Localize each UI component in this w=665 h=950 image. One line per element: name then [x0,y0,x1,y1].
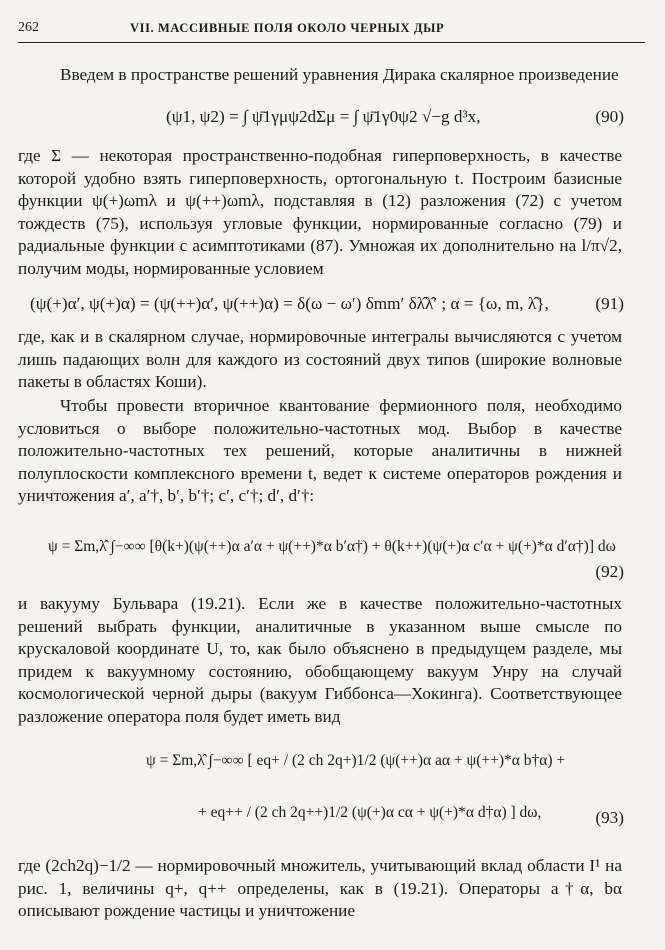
paragraph-basis-functions: где Σ — некоторая пространственно-подобная гиперповерхность, в качестве которой удобно взять гиперповерхность, ортогональную t. Построим базисные функции ψ(+)ωmλ и ψ(++)ωmλ, подставляя в (12) разложения (72) с учетом тождеств (75), используя угловые функции, нормированные согласно (79) и радиальные функции с асимптотиками (87). Умножая их дополнительно на l/π√2, получим моды, нормированные условием [18,146,622,278]
paragraph-scalar-case: где, как и в скалярном случае, нормировочные интегралы вычисляются с учетом лишь падающих волн для каждого из состояний двух типов (широкие волновые пакеты в областях Коши). [18,327,622,391]
equation-92-body: ψ = Σm,λ̂ ∫−∞∞ [θ(k+)(ψ(++)α a′α + ψ(++)*α b′α†) + θ(k++)(ψ(+)α c′α + ψ(+)*α d′α†)] dω [48,538,616,555]
equation-93-number: (93) [595,808,624,827]
paragraph-intro: Введем в пространстве решений уравнения Дирака скалярное произведение [60,65,619,84]
equation-91 [18,294,624,322]
paragraph-boulware-vacuum: и вакууму Бульвара (19.21). Если же в качестве положительно-частотных решений выбрать функции, аналитичные в указанном выше смысле по крускаловой координате U, то, как было объяснено в предыдущем разделе, мы придем к вакуумному состоянию, обобщающему вакуум Унру на случай космологической черной дыры (вакуум Гиббонса—Хокинга). Соответствующее разложение оператора поля будет иметь вид [18,594,622,726]
equation-90-number: (90) [595,107,624,126]
equation-93 [18,752,624,852]
equation-91-body: (ψ(+)α′, ψ(+)α) = (ψ(++)α′, ψ(++)α) = δ(ω − ω′) δmm′ δλ̂λ̂′ ; α = {ω, m, λ̂}, [30,294,549,313]
paragraph-normalization-factor: где (2ch2q)−1/2 — нормировочный множитель, учитывающий вклад области I¹ на рис. 1, величины q+, q++ определены, как в (19.21). Операторы a†α, bα описывают рождение частицы и уничтожение [18,856,622,920]
equation-91-number: (91) [595,294,624,313]
equation-90-body: (ψ1, ψ2) = ∫ ψ̄1γμψ2dΣμ = ∫ ψ̄1γ0ψ2 √−g d³x, [166,107,481,126]
page-number: 262 [18,20,39,35]
equation-92-number: (92) [595,562,624,581]
running-header [18,16,645,43]
equation-90 [18,107,624,135]
paragraph-quantization: Чтобы провести вторичное квантование фермионного поля, необходимо условиться о выборе положительно-частотных мод. Выбор в качестве положительно-частотных тех решений, которые аналитичны в нижней полуплоскости комплексного времени t, ведет к системе операторов рождения и уничтожения a′, a′†, b′, b′†; c′, c′†; d′, d′†: [18,396,622,505]
equation-93-line1: ψ = Σm,λ̂ ∫−∞∞ [ eq+ / (2 ch 2q+)1/2 (ψ(++)α aα + ψ(++)*α b†α) + [146,752,566,769]
running-title: VII. МАССИВНЫЕ ПОЛЯ ОКОЛО ЧЕРНЫХ ДЫР [130,21,445,35]
equation-93-line2: + eq++ / (2 ch 2q++)1/2 (ψ(+)α cα + ψ(+)*α d†α) ] dω, [198,804,542,821]
equation-92 [18,534,624,590]
